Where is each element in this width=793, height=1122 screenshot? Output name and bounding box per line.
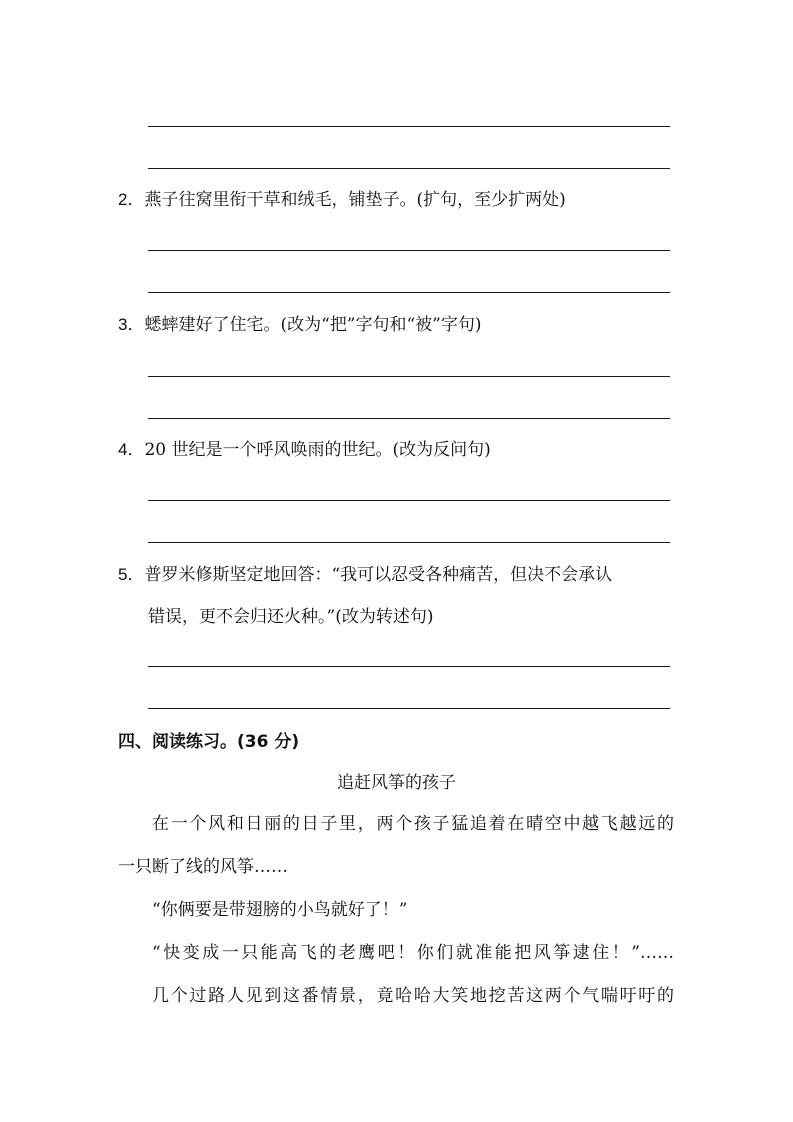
question-text: 燕子往窝里衔干草和绒毛，铺垫子。(扩句，至少扩两处): [144, 190, 566, 210]
answer-line: [148, 126, 670, 127]
passage-line: “你俩要是带翅膀的小鸟就好了！”: [152, 900, 408, 920]
question-number: 3．: [118, 315, 145, 334]
answer-line: [148, 500, 670, 501]
question-text: 20 世纪是一个呼风唤雨的世纪。(改为反问句): [144, 440, 491, 460]
answer-line: [148, 292, 670, 293]
passage-line: 在一个风和日丽的日子里，两个孩子猛追着在晴空中越飞越远的: [152, 814, 674, 834]
answer-line: [148, 666, 670, 667]
question-3: [118, 314, 482, 336]
answer-line: [148, 376, 670, 377]
passage-line: “快变成一只能高飞的老鹰吧！你们就准能把风筝逮住！”……: [152, 943, 674, 963]
question-text: 普罗米修斯坚定地回答：“我可以忍受各种痛苦，但决不会承认: [144, 565, 613, 585]
answer-line: [148, 168, 670, 169]
question-number: 2．: [118, 190, 145, 209]
passage-line: 一只断了线的风筝……: [118, 857, 288, 877]
question-number: 5．: [118, 565, 145, 584]
passage-title: 追赶风筝的孩子: [337, 773, 456, 793]
passage-line: 几个过路人见到这番情景，竟哈哈大笑地挖苦这两个气喘吁吁的: [152, 986, 674, 1006]
answer-line: [148, 708, 670, 709]
answer-line: [148, 418, 670, 419]
question-5-continued: 错误，更不会归还火种。”(改为转述句): [148, 607, 434, 627]
section-heading: 四、阅读练习。(36 分): [118, 732, 300, 752]
question-5: [118, 564, 612, 586]
question-2: [118, 189, 566, 211]
question-4: [118, 439, 491, 461]
question-number: 4．: [118, 440, 145, 459]
answer-line: [148, 250, 670, 251]
question-text: 蟋蟀建好了住宅。(改为“把”字句和“被”字句): [144, 315, 482, 335]
answer-line: [148, 542, 670, 543]
